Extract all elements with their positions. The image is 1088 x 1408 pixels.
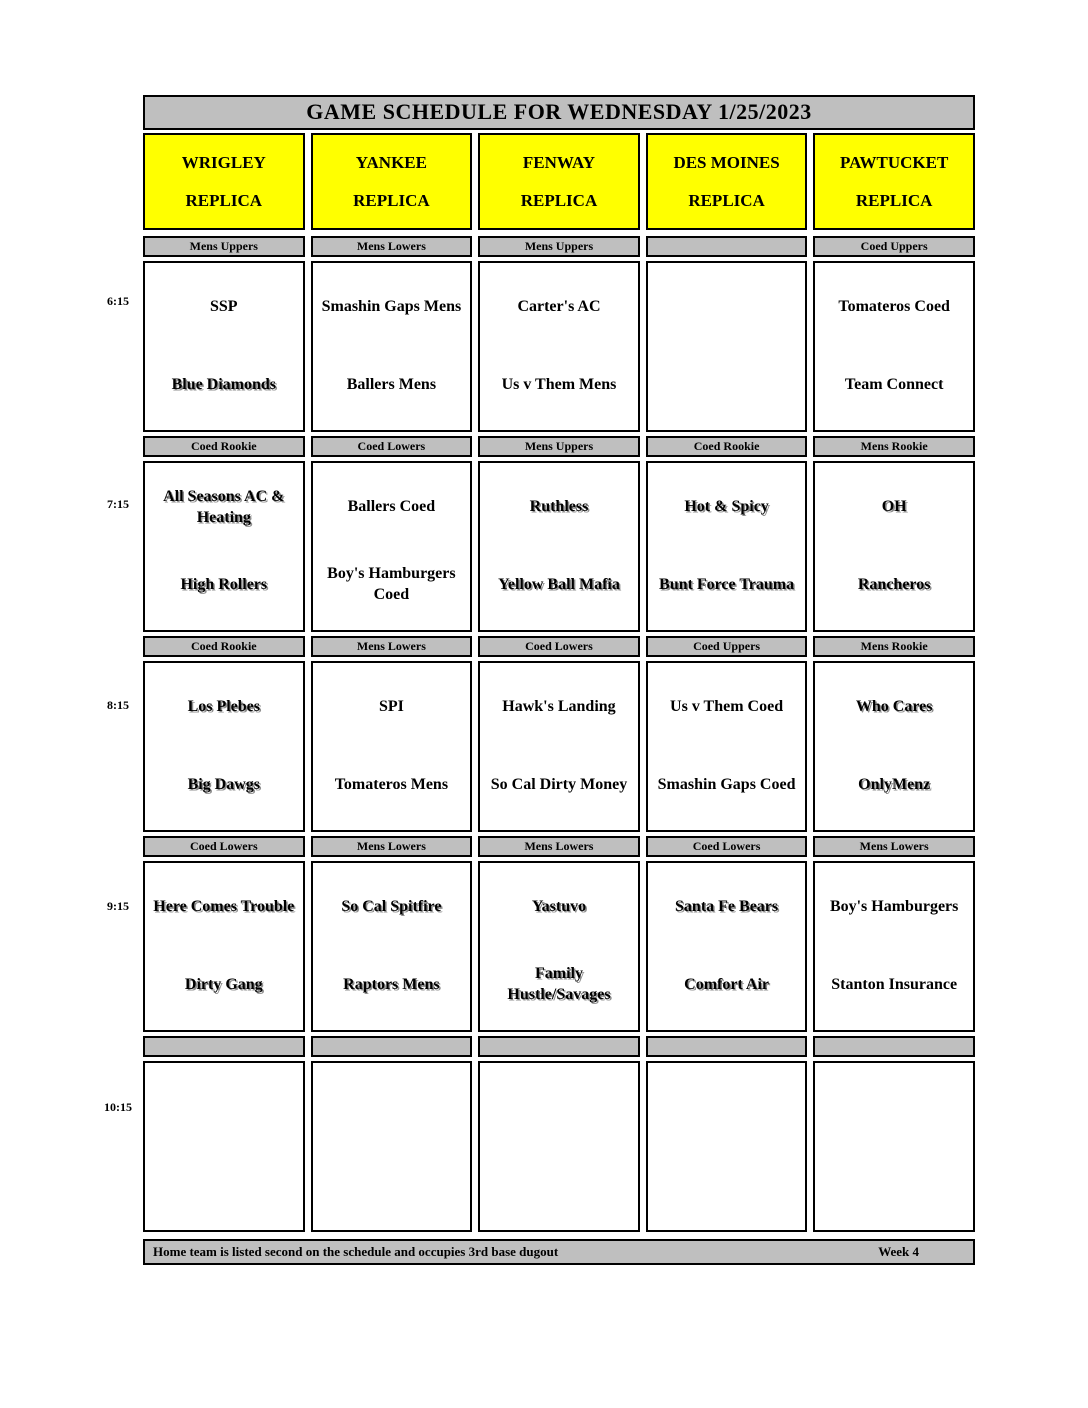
division-cell: Coed Rookie xyxy=(143,436,305,457)
division-cell: Mens Lowers xyxy=(813,836,975,857)
game-cell xyxy=(646,1061,808,1232)
home-team xyxy=(482,1147,636,1225)
home-team-note: Home team is listed second on the schedule and occupies 3rd base dugout xyxy=(153,1244,559,1259)
home-team: Dirty Gang xyxy=(184,975,263,993)
division-cell: Coed Rookie xyxy=(143,636,305,657)
away-team xyxy=(482,1069,636,1147)
game-cell xyxy=(646,861,808,1032)
game-cell xyxy=(813,661,975,832)
division-cell: Coed Lowers xyxy=(311,436,473,457)
division-cell xyxy=(813,1036,975,1057)
field-type: REPLICA xyxy=(855,190,933,210)
field-header-fenway xyxy=(478,133,640,230)
home-team: Smashin Gaps Coed xyxy=(657,775,796,793)
away-team: Who Cares xyxy=(855,698,933,716)
away-team: Yastuvo xyxy=(531,898,587,916)
week-label: Week 4 xyxy=(878,1244,919,1259)
game-row-615 xyxy=(143,261,975,432)
game-cell xyxy=(813,461,975,632)
away-team xyxy=(650,269,804,347)
home-team: Ballers Mens xyxy=(346,375,437,393)
game-cell xyxy=(478,1061,640,1232)
game-row-915 xyxy=(143,861,975,1032)
field-header-yankee xyxy=(311,133,473,230)
home-team: Raptors Mens xyxy=(343,975,440,993)
away-team: Smashin Gaps Mens xyxy=(321,298,462,316)
game-cell xyxy=(813,1061,975,1232)
division-cell: Mens Lowers xyxy=(311,836,473,857)
home-team xyxy=(650,1147,804,1225)
field-header-des-moines xyxy=(646,133,808,230)
away-team: Santa Fe Bears xyxy=(675,898,779,916)
division-cell: Mens Uppers xyxy=(478,436,640,457)
schedule-table xyxy=(143,95,975,1265)
game-row-715 xyxy=(143,461,975,632)
field-name: FENWAY xyxy=(522,152,596,172)
game-cell xyxy=(311,861,473,1032)
field-type: REPLICA xyxy=(353,190,430,210)
away-team: All Seasons AC & Heating xyxy=(163,487,285,526)
away-team: Tomateros Coed xyxy=(838,298,950,316)
schedule-title: GAME SCHEDULE FOR WEDNESDAY 1/25/2023 xyxy=(143,95,975,130)
division-cell xyxy=(646,236,808,257)
game-cell xyxy=(813,861,975,1032)
division-cell xyxy=(143,1036,305,1057)
away-team: Us v Them Coed xyxy=(670,698,784,716)
game-cell xyxy=(646,461,808,632)
field-type: REPLICA xyxy=(520,190,598,210)
home-team: Bunt Force Trauma xyxy=(659,575,795,593)
home-team xyxy=(650,347,804,425)
time-label-615: 6:15 xyxy=(107,294,129,308)
home-team xyxy=(817,1147,971,1225)
division-cell xyxy=(478,1036,640,1057)
game-cell xyxy=(143,1061,305,1232)
away-team: SSP xyxy=(210,298,238,316)
away-team: Carter's AC xyxy=(517,298,601,316)
game-cell xyxy=(143,661,305,832)
game-cell xyxy=(143,461,305,632)
away-team: Hot & Spicy xyxy=(684,498,769,516)
time-label-815: 8:15 xyxy=(107,698,129,712)
time-label-915: 9:15 xyxy=(107,899,129,913)
time-label-715: 7:15 xyxy=(107,497,129,511)
field-name: YANKEE xyxy=(355,152,427,172)
division-cell: Coed Lowers xyxy=(478,636,640,657)
division-cell: Mens Lowers xyxy=(311,236,473,257)
home-team: Team Connect xyxy=(844,375,944,393)
division-cell: Coed Lowers xyxy=(143,836,305,857)
away-team: Boy's Hamburgers xyxy=(829,898,959,916)
away-team: Here Comes Trouble xyxy=(153,898,295,916)
division-cell: Coed Rookie xyxy=(646,436,808,457)
away-team: So Cal Spitfire xyxy=(341,898,442,916)
game-cell xyxy=(311,461,473,632)
game-cell xyxy=(646,661,808,832)
time-label-1015: 10:15 xyxy=(104,1100,132,1114)
away-team: Los Plebes xyxy=(187,698,261,716)
division-cell: Mens Lowers xyxy=(478,836,640,857)
away-team: Ballers Coed xyxy=(347,498,436,516)
away-team xyxy=(315,1069,469,1147)
away-team xyxy=(817,1069,971,1147)
game-cell xyxy=(478,261,640,432)
field-name: DES MOINES xyxy=(673,152,780,172)
division-cell: Coed Lowers xyxy=(646,836,808,857)
division-cell: Mens Uppers xyxy=(143,236,305,257)
division-cell: Coed Uppers xyxy=(813,236,975,257)
game-cell xyxy=(478,661,640,832)
away-team: SPI xyxy=(378,698,404,716)
game-cell xyxy=(311,661,473,832)
home-team xyxy=(315,1147,469,1225)
home-team: So Cal Dirty Money xyxy=(490,775,628,793)
division-cell xyxy=(311,1036,473,1057)
game-cell xyxy=(311,1061,473,1232)
home-team: Stanton Insurance xyxy=(831,975,958,993)
game-cell xyxy=(478,861,640,1032)
game-cell xyxy=(143,861,305,1032)
home-team: Us v Them Mens xyxy=(501,375,617,393)
field-name: PAWTUCKET xyxy=(840,152,949,172)
game-cell xyxy=(478,461,640,632)
field-header-pawtucket xyxy=(813,133,975,230)
division-row-815 xyxy=(143,636,975,657)
division-cell: Mens Rookie xyxy=(813,636,975,657)
away-team: Ruthless xyxy=(529,498,589,516)
home-team: Boy's Hamburgers Coed xyxy=(327,565,456,604)
home-team: Yellow Ball Mafia xyxy=(498,575,620,593)
home-team: Rancheros xyxy=(857,575,931,593)
division-cell: Coed Uppers xyxy=(646,636,808,657)
home-team: OnlyMenz xyxy=(858,775,931,793)
division-row-915 xyxy=(143,836,975,857)
home-team: Family Hustle/Savages xyxy=(507,965,611,1004)
division-cell: Mens Rookie xyxy=(813,436,975,457)
game-row-1015 xyxy=(143,1061,975,1232)
field-header-row xyxy=(143,133,975,230)
game-cell xyxy=(646,261,808,432)
game-cell xyxy=(143,261,305,432)
home-team: High Rollers xyxy=(180,575,268,593)
away-team xyxy=(650,1069,804,1147)
field-type: REPLICA xyxy=(688,190,765,210)
home-team: Comfort Air xyxy=(684,975,769,993)
division-cell xyxy=(646,1036,808,1057)
game-row-815 xyxy=(143,661,975,832)
away-team xyxy=(147,1069,301,1147)
division-row-615 xyxy=(143,236,975,257)
division-row-715 xyxy=(143,436,975,457)
home-team xyxy=(147,1147,301,1225)
field-header-wrigley xyxy=(143,133,305,230)
division-row-1015 xyxy=(143,1036,975,1057)
game-cell xyxy=(813,261,975,432)
home-team: Tomateros Mens xyxy=(334,775,449,793)
division-cell: Mens Uppers xyxy=(478,236,640,257)
division-cell: Mens Lowers xyxy=(311,636,473,657)
home-team: Big Dawgs xyxy=(187,775,261,793)
home-team: Blue Diamonds xyxy=(171,375,277,393)
away-team: OH xyxy=(881,498,907,516)
away-team: Hawk's Landing xyxy=(502,698,616,716)
game-cell xyxy=(311,261,473,432)
field-name: WRIGLEY xyxy=(181,152,266,172)
footer-bar xyxy=(143,1239,975,1265)
field-type: REPLICA xyxy=(185,190,263,210)
